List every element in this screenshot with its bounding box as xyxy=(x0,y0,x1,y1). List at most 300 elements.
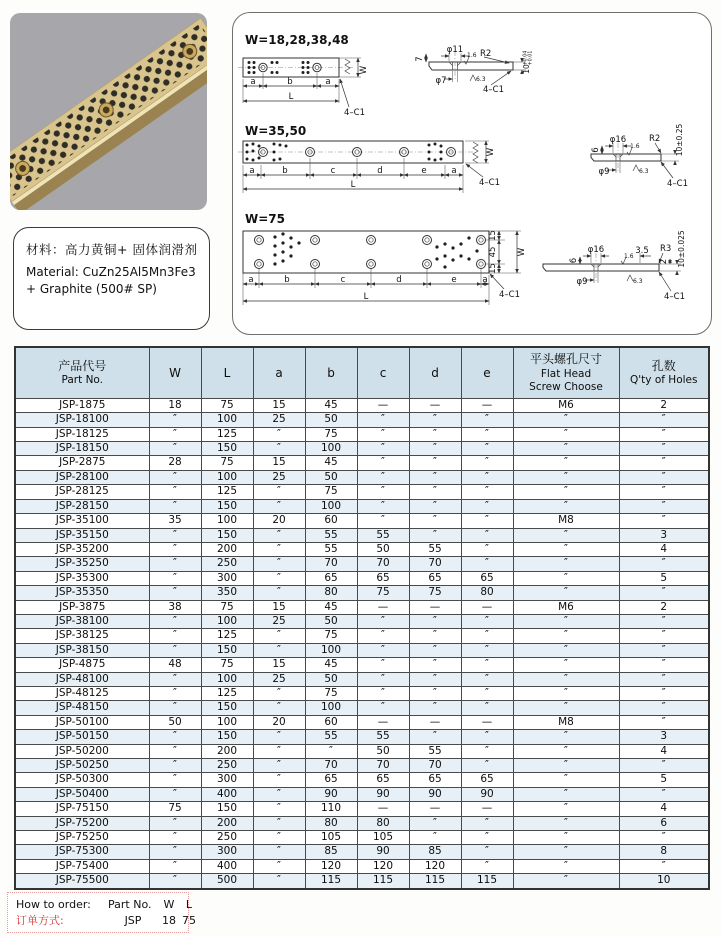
table-cell: JSP-2875 xyxy=(15,456,149,470)
table-cell: ″ xyxy=(357,629,409,643)
col-header-d: d xyxy=(409,347,461,398)
table-row xyxy=(15,427,709,441)
table-cell: ″ xyxy=(619,859,709,873)
table-cell: ″ xyxy=(149,859,201,873)
table-cell: ″ xyxy=(149,701,201,715)
table-cell: ″ xyxy=(619,499,709,513)
table-cell: ″ xyxy=(357,686,409,700)
table-row xyxy=(15,542,709,556)
table-cell: 100 xyxy=(201,672,253,686)
chamfer-note: 4–C1 xyxy=(499,290,521,300)
drawing-w18-group xyxy=(238,33,534,118)
table-row xyxy=(15,744,709,758)
dim-radius: R2 xyxy=(480,49,492,59)
table-cell: 75 xyxy=(201,600,253,614)
table-cell: ″ xyxy=(149,442,201,456)
table-row xyxy=(15,730,709,744)
table-row xyxy=(15,643,709,657)
table-cell: 75 xyxy=(305,629,357,643)
chamfer-note: 4–C1 xyxy=(344,108,366,118)
table-cell: 28 xyxy=(149,456,201,470)
table-cell: JSP-4875 xyxy=(15,658,149,672)
table-row xyxy=(15,845,709,859)
col-header-w: W xyxy=(149,347,201,398)
table-cell: 115 xyxy=(409,874,461,889)
table-cell: ″ xyxy=(357,442,409,456)
table-cell: ″ xyxy=(149,614,201,628)
dim-w: W xyxy=(486,147,496,157)
table-cell: ″ xyxy=(461,442,513,456)
table-header-row xyxy=(15,347,709,398)
table-cell: ″ xyxy=(619,672,709,686)
table-cell: ″ xyxy=(149,542,201,556)
table-cell: 400 xyxy=(201,859,253,873)
table-cell: 70 xyxy=(409,759,461,773)
table-cell: — xyxy=(357,715,409,729)
table-cell: 125 xyxy=(201,427,253,441)
table-cell: 60 xyxy=(305,514,357,528)
brass-plate xyxy=(10,18,207,210)
table-cell: JSP-48150 xyxy=(15,701,149,715)
table-cell: ″ xyxy=(513,413,619,427)
table-cell: JSP-28150 xyxy=(15,499,149,513)
table-cell: — xyxy=(409,600,461,614)
table-cell: ″ xyxy=(253,542,305,556)
table-cell: 18 xyxy=(149,398,201,412)
table-cell: — xyxy=(357,600,409,614)
table-cell: ″ xyxy=(513,442,619,456)
table-cell: JSP-75300 xyxy=(15,845,149,859)
table-cell: 100 xyxy=(201,413,253,427)
table-row xyxy=(15,629,709,643)
table-cell: 85 xyxy=(409,845,461,859)
dim-c: c xyxy=(330,166,336,176)
table-cell: 4 xyxy=(619,542,709,556)
table-cell: 65 xyxy=(409,773,461,787)
table-row xyxy=(15,859,709,873)
table-cell: ″ xyxy=(461,528,513,542)
table-cell: ″ xyxy=(149,845,201,859)
table-cell: ″ xyxy=(357,413,409,427)
table-cell: 45 xyxy=(305,658,357,672)
table-cell: 115 xyxy=(305,874,357,889)
table-cell: ″ xyxy=(461,413,513,427)
table-cell: ″ xyxy=(253,571,305,585)
table-cell: ″ xyxy=(357,614,409,628)
chamfer-note: 4–C1 xyxy=(483,85,505,95)
dim-b: b xyxy=(287,77,293,87)
table-cell: 10 xyxy=(619,874,709,889)
table-cell: ″ xyxy=(253,686,305,700)
finish-fine: 1.6 xyxy=(624,253,634,260)
table-cell: ″ xyxy=(253,730,305,744)
drawing-w18-section-view xyxy=(415,45,534,95)
table-cell: 75 xyxy=(357,586,409,600)
table-row xyxy=(15,773,709,787)
table-row xyxy=(15,614,709,628)
col-header-qty-zh: 孔数 xyxy=(651,358,676,373)
table-cell: 90 xyxy=(357,787,409,801)
table-cell: ″ xyxy=(619,485,709,499)
table-cell: 150 xyxy=(201,701,253,715)
table-cell: 70 xyxy=(409,557,461,571)
table-cell: M6 xyxy=(513,398,619,412)
table-cell: ″ xyxy=(409,442,461,456)
table-cell: ″ xyxy=(253,802,305,816)
table-cell: ″ xyxy=(461,629,513,643)
table-cell: JSP-48125 xyxy=(15,686,149,700)
table-cell: 115 xyxy=(357,874,409,889)
col-header-screw xyxy=(513,347,619,398)
table-cell: JSP-50100 xyxy=(15,715,149,729)
dim-b: b xyxy=(282,166,288,176)
table-cell: ″ xyxy=(619,586,709,600)
table-cell: ″ xyxy=(513,686,619,700)
dim-hole-dia: φ7 xyxy=(435,76,447,86)
table-cell: ″ xyxy=(461,643,513,657)
table-row xyxy=(15,759,709,773)
table-cell: 125 xyxy=(201,686,253,700)
dim-l: L xyxy=(288,92,294,102)
table-cell: 55 xyxy=(357,730,409,744)
table-cell: 150 xyxy=(201,499,253,513)
dim-hole-dia: φ9 xyxy=(598,167,610,177)
table-cell: 65 xyxy=(461,773,513,787)
table-cell: JSP-28125 xyxy=(15,485,149,499)
table-cell: ″ xyxy=(513,672,619,686)
material-note xyxy=(13,227,210,330)
table-cell: ″ xyxy=(619,686,709,700)
dim-c: c xyxy=(340,275,346,285)
drawing-w35-group xyxy=(238,124,688,193)
table-cell: ″ xyxy=(253,744,305,758)
table-cell: ″ xyxy=(461,427,513,441)
dim-radius: R3 xyxy=(660,244,672,254)
table-cell: 65 xyxy=(305,571,357,585)
table-cell: ″ xyxy=(253,629,305,643)
table-cell: ″ xyxy=(513,773,619,787)
table-cell: JSP-35100 xyxy=(15,514,149,528)
table-cell: 70 xyxy=(357,759,409,773)
table-row xyxy=(15,398,709,412)
table-row xyxy=(15,701,709,715)
table-cell: ″ xyxy=(461,485,513,499)
dim-margin-top: 15 xyxy=(488,230,498,241)
table-cell: 38 xyxy=(149,600,201,614)
table-cell: JSP-28100 xyxy=(15,470,149,484)
table-cell: ″ xyxy=(253,499,305,513)
table-cell: 65 xyxy=(357,571,409,585)
table-cell: 50 xyxy=(305,470,357,484)
table-cell: ″ xyxy=(461,557,513,571)
table-cell: 75 xyxy=(305,427,357,441)
table-cell: ″ xyxy=(409,701,461,715)
table-cell: ″ xyxy=(357,456,409,470)
table-cell: ″ xyxy=(461,614,513,628)
table-cell: 65 xyxy=(461,571,513,585)
col-header-b: b xyxy=(305,347,357,398)
table-cell: ″ xyxy=(149,643,201,657)
table-cell: 85 xyxy=(305,845,357,859)
table-cell: ″ xyxy=(253,557,305,571)
table-cell: ″ xyxy=(513,759,619,773)
table-cell: 55 xyxy=(409,744,461,758)
table-cell: 50 xyxy=(357,744,409,758)
table-cell: — xyxy=(461,802,513,816)
table-cell: JSP-3875 xyxy=(15,600,149,614)
table-cell: 75 xyxy=(201,456,253,470)
dim-depth: 6 xyxy=(591,147,601,153)
table-cell: 150 xyxy=(201,802,253,816)
table-cell: ″ xyxy=(409,413,461,427)
table-cell: 80 xyxy=(305,816,357,830)
parts-table-body xyxy=(15,398,709,888)
table-cell: ″ xyxy=(619,643,709,657)
table-cell: ″ xyxy=(253,831,305,845)
table-cell: ″ xyxy=(149,787,201,801)
table-cell: 5 xyxy=(619,773,709,787)
table-cell: 6 xyxy=(619,816,709,830)
dim-b: b xyxy=(284,275,290,285)
dim-thickness: 10 xyxy=(522,64,531,74)
table-cell: 125 xyxy=(201,629,253,643)
dim-e: e xyxy=(451,275,457,285)
table-cell: 25 xyxy=(253,614,305,628)
counterbore-holes xyxy=(255,236,486,269)
table-cell: ″ xyxy=(513,845,619,859)
table-cell: ″ xyxy=(513,571,619,585)
finish-rough: 6.3 xyxy=(476,76,486,83)
dim-a: a xyxy=(249,166,255,176)
table-cell: 50 xyxy=(149,715,201,729)
table-row xyxy=(15,658,709,672)
dim-d: d xyxy=(396,275,402,285)
table-cell: ″ xyxy=(357,470,409,484)
table-cell: 125 xyxy=(201,485,253,499)
table-cell: 45 xyxy=(305,398,357,412)
table-cell: ″ xyxy=(253,427,305,441)
table-cell: 150 xyxy=(201,643,253,657)
table-cell: 150 xyxy=(201,442,253,456)
table-cell: ″ xyxy=(149,831,201,845)
table-cell: ″ xyxy=(619,759,709,773)
table-row xyxy=(15,816,709,830)
table-cell: 55 xyxy=(305,730,357,744)
table-cell: 300 xyxy=(201,845,253,859)
table-cell: ″ xyxy=(619,456,709,470)
table-cell: ″ xyxy=(409,730,461,744)
order-label-en: How to order: xyxy=(16,898,91,911)
table-cell: ″ xyxy=(461,859,513,873)
table-cell: ″ xyxy=(619,787,709,801)
drawing-w75-section-view xyxy=(543,230,686,302)
table-cell: ″ xyxy=(461,499,513,513)
table-cell: 100 xyxy=(305,499,357,513)
table-cell: ″ xyxy=(619,442,709,456)
table-cell: 8 xyxy=(619,845,709,859)
col-header-screw-en1: Flat Head xyxy=(540,367,592,380)
table-row xyxy=(15,787,709,801)
brass-plate-image xyxy=(10,13,207,210)
table-cell: ″ xyxy=(513,528,619,542)
table-row xyxy=(15,442,709,456)
table-cell: 4 xyxy=(619,744,709,758)
table-cell: ″ xyxy=(619,831,709,845)
table-cell: ″ xyxy=(149,730,201,744)
table-cell: ″ xyxy=(149,413,201,427)
table-cell: ″ xyxy=(409,427,461,441)
table-cell: ″ xyxy=(409,499,461,513)
table-cell: JSP-35250 xyxy=(15,557,149,571)
table-cell: ″ xyxy=(513,557,619,571)
table-row xyxy=(15,528,709,542)
table-cell: 65 xyxy=(409,571,461,585)
drawing-w35-title: W=35,50 xyxy=(245,124,307,138)
dim-depth: 6 xyxy=(569,257,579,264)
dim-a: a xyxy=(325,77,331,87)
dim-counterbore-dia: φ11 xyxy=(446,45,464,55)
table-cell: JSP-1875 xyxy=(15,398,149,412)
table-cell: ″ xyxy=(149,528,201,542)
table-cell: JSP-50300 xyxy=(15,773,149,787)
order-row-zh xyxy=(16,913,196,929)
table-cell: ″ xyxy=(149,571,201,585)
table-cell: 75 xyxy=(201,398,253,412)
table-row xyxy=(15,470,709,484)
table-cell: ″ xyxy=(513,456,619,470)
table-cell: ″ xyxy=(253,759,305,773)
table-cell: 65 xyxy=(357,773,409,787)
table-cell: ″ xyxy=(461,658,513,672)
table-row xyxy=(15,600,709,614)
table-cell: 55 xyxy=(357,528,409,542)
table-cell: M8 xyxy=(513,514,619,528)
table-cell: 120 xyxy=(357,859,409,873)
table-cell: 25 xyxy=(253,413,305,427)
col-header-screw-zh: 平头螺孔尺寸 xyxy=(529,352,602,366)
dim-a: a xyxy=(248,275,254,285)
table-cell: ″ xyxy=(461,831,513,845)
table-cell: ″ xyxy=(513,470,619,484)
table-cell: ″ xyxy=(409,528,461,542)
table-cell: — xyxy=(357,398,409,412)
table-row xyxy=(15,485,709,499)
table-cell: 300 xyxy=(201,773,253,787)
order-l-example: 75 xyxy=(182,914,196,927)
table-cell: ″ xyxy=(149,874,201,889)
table-cell: ″ xyxy=(149,759,201,773)
table-cell: ″ xyxy=(513,542,619,556)
table-cell: 20 xyxy=(253,514,305,528)
material-text-en1: Material: CuZn25Al5Mn3Fe3 xyxy=(26,265,196,279)
table-cell: ″ xyxy=(149,485,201,499)
table-cell: JSP-48100 xyxy=(15,672,149,686)
table-cell: ″ xyxy=(253,773,305,787)
table-cell: ″ xyxy=(253,874,305,889)
table-cell: ″ xyxy=(513,427,619,441)
dim-counterbore-dia: φ16 xyxy=(609,135,627,145)
table-cell: 55 xyxy=(305,542,357,556)
table-cell: JSP-18125 xyxy=(15,427,149,441)
table-cell: 50 xyxy=(305,614,357,628)
table-cell: ″ xyxy=(461,816,513,830)
table-cell: JSP-35350 xyxy=(15,586,149,600)
table-cell: — xyxy=(357,802,409,816)
order-info-box xyxy=(7,892,196,933)
dim-edge-step: 2 xyxy=(659,258,669,265)
chamfer-note: 4–C1 xyxy=(667,179,689,189)
table-cell: 110 xyxy=(305,802,357,816)
table-row xyxy=(15,499,709,513)
table-cell: ″ xyxy=(513,730,619,744)
graphite-dots xyxy=(273,232,478,268)
dim-radius-offset: 3.5 xyxy=(635,246,649,256)
table-cell: ″ xyxy=(409,614,461,628)
table-cell: ″ xyxy=(619,658,709,672)
table-cell: ″ xyxy=(253,528,305,542)
table-cell: 300 xyxy=(201,571,253,585)
table-cell: 25 xyxy=(253,672,305,686)
dim-a: a xyxy=(250,77,256,87)
table-cell: — xyxy=(461,600,513,614)
table-cell: JSP-75400 xyxy=(15,859,149,873)
table-cell: 350 xyxy=(201,586,253,600)
table-cell: ″ xyxy=(619,557,709,571)
table-cell: 2 xyxy=(619,398,709,412)
table-cell: ″ xyxy=(513,802,619,816)
table-row xyxy=(15,456,709,470)
table-cell: ″ xyxy=(357,427,409,441)
table-cell: JSP-38100 xyxy=(15,614,149,628)
table-row xyxy=(15,413,709,427)
table-cell: ″ xyxy=(461,456,513,470)
table-cell: ″ xyxy=(513,701,619,715)
dim-radius: R2 xyxy=(649,134,661,144)
table-cell: 3 xyxy=(619,730,709,744)
table-cell: 150 xyxy=(201,528,253,542)
table-cell: 75 xyxy=(305,485,357,499)
table-cell: 70 xyxy=(357,557,409,571)
table-cell: ″ xyxy=(513,859,619,873)
table-cell: 115 xyxy=(461,874,513,889)
dim-thickness-tol: 10±0.25 xyxy=(675,123,684,157)
col-header-l: L xyxy=(201,347,253,398)
table-cell: 120 xyxy=(305,859,357,873)
table-cell: ″ xyxy=(619,701,709,715)
table-cell: ″ xyxy=(513,658,619,672)
table-cell: ″ xyxy=(461,542,513,556)
table-row xyxy=(15,571,709,585)
finish-rough: 6.3 xyxy=(639,168,649,175)
dim-margin-bottom: 15 xyxy=(488,263,498,274)
table-cell: 500 xyxy=(201,874,253,889)
dim-depth: 7 xyxy=(415,56,425,62)
chamfer-note: 4–C1 xyxy=(664,292,686,302)
table-cell: JSP-75250 xyxy=(15,831,149,845)
table-cell: ″ xyxy=(149,816,201,830)
table-cell: 45 xyxy=(305,456,357,470)
table-cell: ″ xyxy=(149,499,201,513)
table-cell: ″ xyxy=(357,672,409,686)
table-cell: ″ xyxy=(619,427,709,441)
table-cell: 90 xyxy=(305,787,357,801)
table-cell: ″ xyxy=(619,413,709,427)
order-w-header: W xyxy=(163,898,175,911)
table-cell: 60 xyxy=(305,715,357,729)
material-text-en2: + Graphite (500# SP) xyxy=(26,282,157,297)
table-cell: ″ xyxy=(409,485,461,499)
table-cell: ″ xyxy=(253,643,305,657)
